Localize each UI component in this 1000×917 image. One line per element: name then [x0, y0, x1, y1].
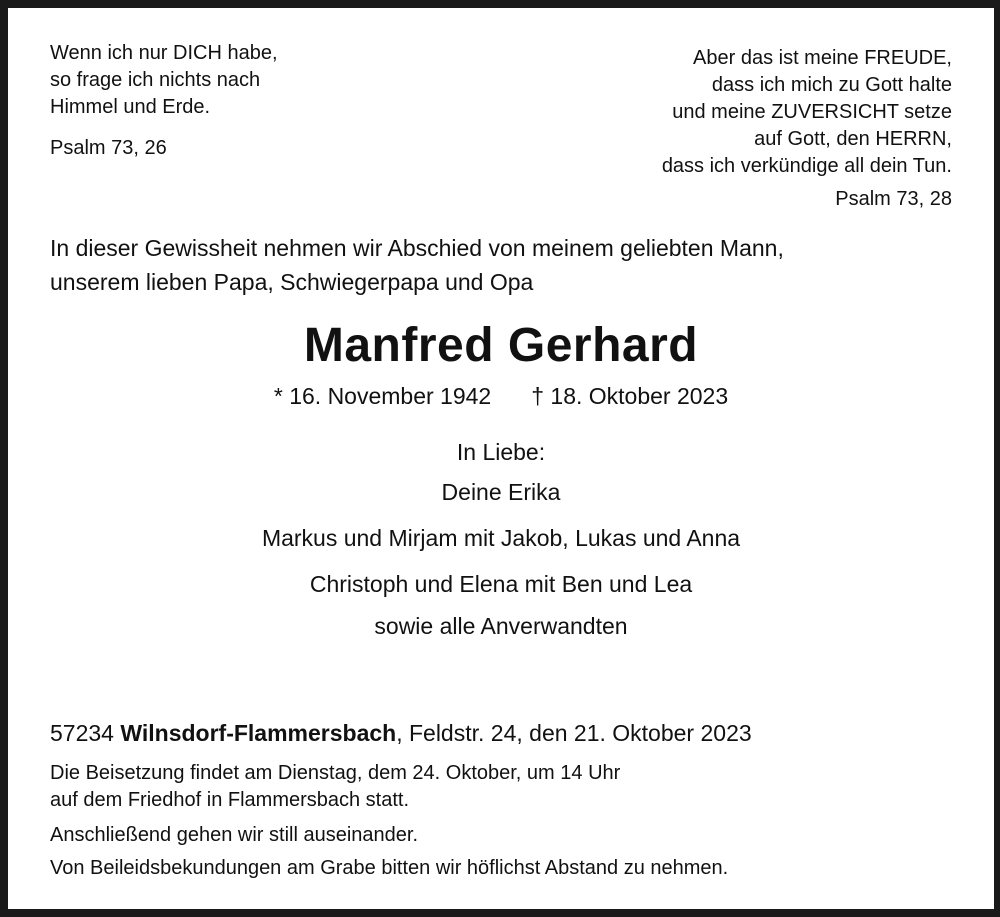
- mourners-list: [8, 436, 994, 642]
- burial-info-line-1: Die Beisetzung findet am Dienstag, dem 24. Oktober, um 14 Uhr: [50, 762, 621, 784]
- verse-left: [50, 40, 278, 162]
- afterwards-note: Anschließend gehen wir still auseinander.: [50, 824, 418, 846]
- mourners-heading: In Liebe:: [456, 439, 546, 465]
- verse-right-line: Aber das ist meine FREUDE,: [693, 47, 952, 69]
- verse-left-line: Himmel und Erde.: [50, 96, 211, 118]
- address-line: [50, 716, 752, 750]
- address-postcode: 57234: [50, 720, 114, 746]
- verse-left-reference: Psalm 73, 26: [50, 137, 167, 159]
- verse-right: [662, 45, 952, 213]
- verse-right-line: auf Gott, den HERRN,: [754, 128, 952, 150]
- condolences-note: Von Beileidsbekundungen am Grabe bitten wir höflichst Abstand zu nehmen.: [50, 857, 729, 879]
- intro-text: [50, 231, 784, 299]
- verse-right-line: und meine ZUVERSICHT setze: [672, 101, 952, 123]
- mourner-family-1: Markus und Mirjam mit Jakob, Lukas und Anna: [261, 525, 741, 551]
- intro-line-2: unserem lieben Papa, Schwiegerpapa und Opa: [50, 269, 534, 295]
- intro-line-1: In dieser Gewissheit nehmen wir Abschied von meinem geliebten Mann,: [50, 235, 784, 261]
- verse-right-reference: Psalm 73, 28: [835, 188, 952, 210]
- mourner-relatives: sowie alle Anverwandten: [374, 613, 628, 639]
- verse-left-line: so frage ich nichts nach: [50, 69, 261, 91]
- death-date: † 18. Oktober 2023: [531, 383, 729, 409]
- mourner-family-2: Christoph und Elena mit Ben und Lea: [309, 571, 693, 597]
- address-town: Wilnsdorf-Flammersbach: [120, 720, 397, 746]
- address-street-date: , Feldstr. 24, den 21. Oktober 2023: [396, 720, 752, 746]
- deceased-name: Manfred Gerhard: [303, 319, 699, 372]
- birth-date: * 16. November 1942: [273, 383, 492, 409]
- funeral-details: [50, 760, 728, 882]
- mourner-spouse: Deine Erika: [441, 479, 561, 505]
- life-dates: [8, 380, 994, 412]
- verse-right-line: dass ich mich zu Gott halte: [711, 74, 952, 96]
- verse-right-line: dass ich verkündige all dein Tun.: [661, 155, 952, 177]
- verse-left-line: Wenn ich nur DICH habe,: [50, 42, 278, 64]
- burial-info-line-2: auf dem Friedhof in Flammersbach statt.: [50, 789, 410, 811]
